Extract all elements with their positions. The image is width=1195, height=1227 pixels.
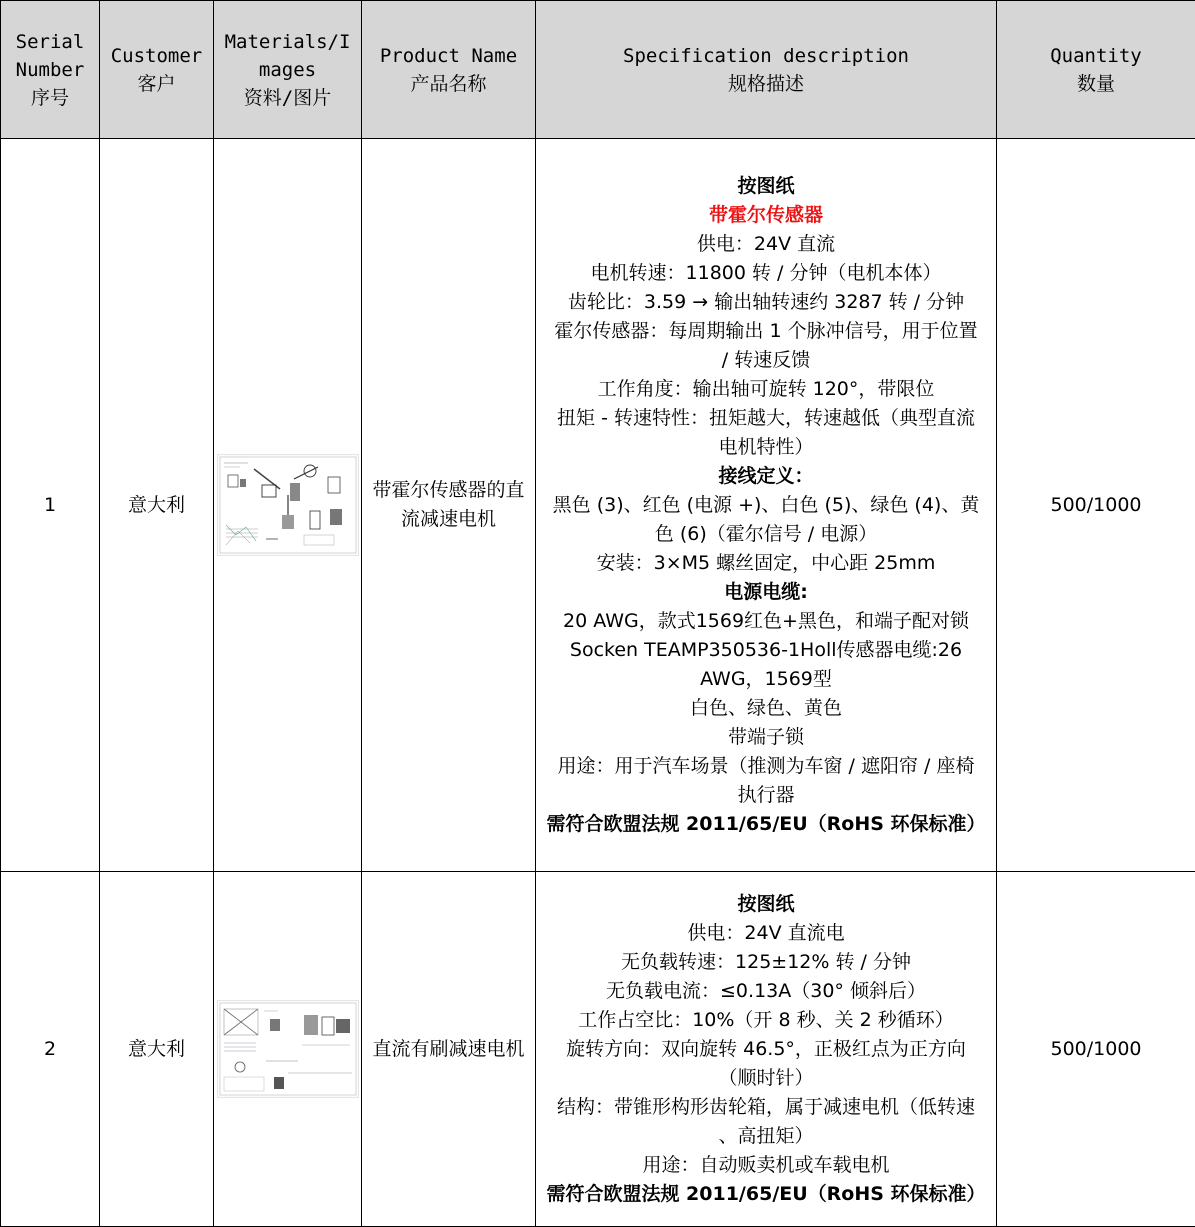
serial-cell: 1 [1, 139, 100, 872]
technical-drawing-icon [218, 455, 358, 555]
spec-line: 工作角度：输出轴可旋转 120°，带限位 [597, 377, 935, 400]
spec-line: 20 AWG，款式1569红色+黑色，和端子配对锁 [563, 609, 969, 632]
spec-line: 白色、绿色、黄色 [689, 696, 842, 719]
header-customer: Customer 客户 [100, 1, 214, 139]
spec-line: 执行器 [737, 783, 795, 806]
spec-line: 带霍尔传感器 [708, 203, 823, 226]
quantity-cell: 500/1000 [997, 139, 1195, 872]
specification-cell [536, 872, 997, 1227]
header-quantity: Quantity 数量 [997, 1, 1195, 139]
spec-line: 结构：带锥形构形齿轮箱，属于减速电机（低转速 [556, 1095, 975, 1118]
spec-line: 齿轮比：3.59 → 输出轴转速约 3287 转 / 分钟 [567, 290, 965, 313]
spec-line: 工作占空比：10%（开 8 秒、关 2 秒循环） [578, 1008, 954, 1031]
table-row [1, 139, 1195, 872]
spec-line: Socken TEAMP350536-1Holl传感器电缆:26 [569, 638, 963, 661]
spec-line: 安装：3×M5 螺丝固定，中心距 25mm [596, 551, 936, 574]
drawing-thumbnail[interactable] [217, 1000, 359, 1098]
header-product-name: Product Name 产品名称 [362, 1, 536, 139]
spec-line: 无负载转速：125±12% 转 / 分钟 [621, 950, 911, 973]
customer-cell: 意大利 [100, 872, 214, 1227]
spec-line: 供电：24V 直流电 [687, 921, 845, 944]
spec-line: 用途：用于汽车场景（推测为车窗 / 遮阳帘 / 座椅 [557, 754, 975, 777]
spec-line: 带端子锁 [727, 725, 804, 748]
quantity-cell: 500/1000 [997, 872, 1195, 1227]
drawing-thumbnail[interactable] [217, 454, 359, 556]
spec-line: 扭矩 - 转速特性：扭矩越大，转速越低（典型直流 [557, 406, 975, 429]
header-row [1, 1, 1195, 139]
spec-line: / 转速反馈 [721, 348, 811, 371]
spec-line: 按图纸 [737, 892, 795, 915]
image-cell [214, 139, 362, 872]
table-row [1, 872, 1195, 1227]
spec-line: 黑色 (3)、红色 (电源 +)、白色 (5)、绿色 (4)、黄 [552, 493, 980, 516]
spec-line: 需符合欧盟法规 2011/65/EU（RoHS 环保标准） [546, 1182, 986, 1205]
spec-line: 霍尔传感器：每周期输出 1 个脉冲信号，用于位置 [554, 319, 978, 342]
spec-line: 供电：24V 直流 [696, 232, 836, 255]
header-materials: Materials/I mages 资料/图片 [214, 1, 362, 139]
specification-cell [536, 139, 997, 872]
spec-line: 电源电缆: [724, 580, 808, 603]
header-serial: Serial Number 序号 [1, 1, 100, 139]
spec-line: 用途：自动贩卖机或车载电机 [642, 1153, 890, 1176]
spec-line: AWG，1569型 [700, 667, 832, 690]
image-cell [214, 872, 362, 1227]
spec-line: 色 (6)（霍尔信号 / 电源） [654, 522, 878, 545]
customer-cell: 意大利 [100, 139, 214, 872]
spec-line: （顺时针） [718, 1066, 814, 1089]
spec-line: 旋转方向：双向旋转 46.5°，正极红点为正方向 [566, 1037, 966, 1060]
spec-line: 电机转速：11800 转 / 分钟（电机本体） [590, 261, 942, 284]
spec-line: 电机特性） [718, 435, 814, 458]
spec-line: 、高扭矩） [718, 1124, 814, 1147]
spec-line: 接线定义： [718, 464, 814, 487]
spec-line: 按图纸 [737, 174, 795, 197]
product-name-cell: 直流有刷减速电机 [362, 872, 536, 1227]
spec-line: 需符合欧盟法规 2011/65/EU（RoHS 环保标准） [546, 812, 986, 835]
spec-line: 无负载电流：≤0.13A（30° 倾斜后） [606, 979, 926, 1002]
header-specification: Specification description 规格描述 [536, 1, 997, 139]
product-name-cell: 带霍尔传感器的直流减速电机 [362, 139, 536, 872]
serial-cell: 2 [1, 872, 100, 1227]
technical-drawing-icon [218, 1001, 358, 1097]
